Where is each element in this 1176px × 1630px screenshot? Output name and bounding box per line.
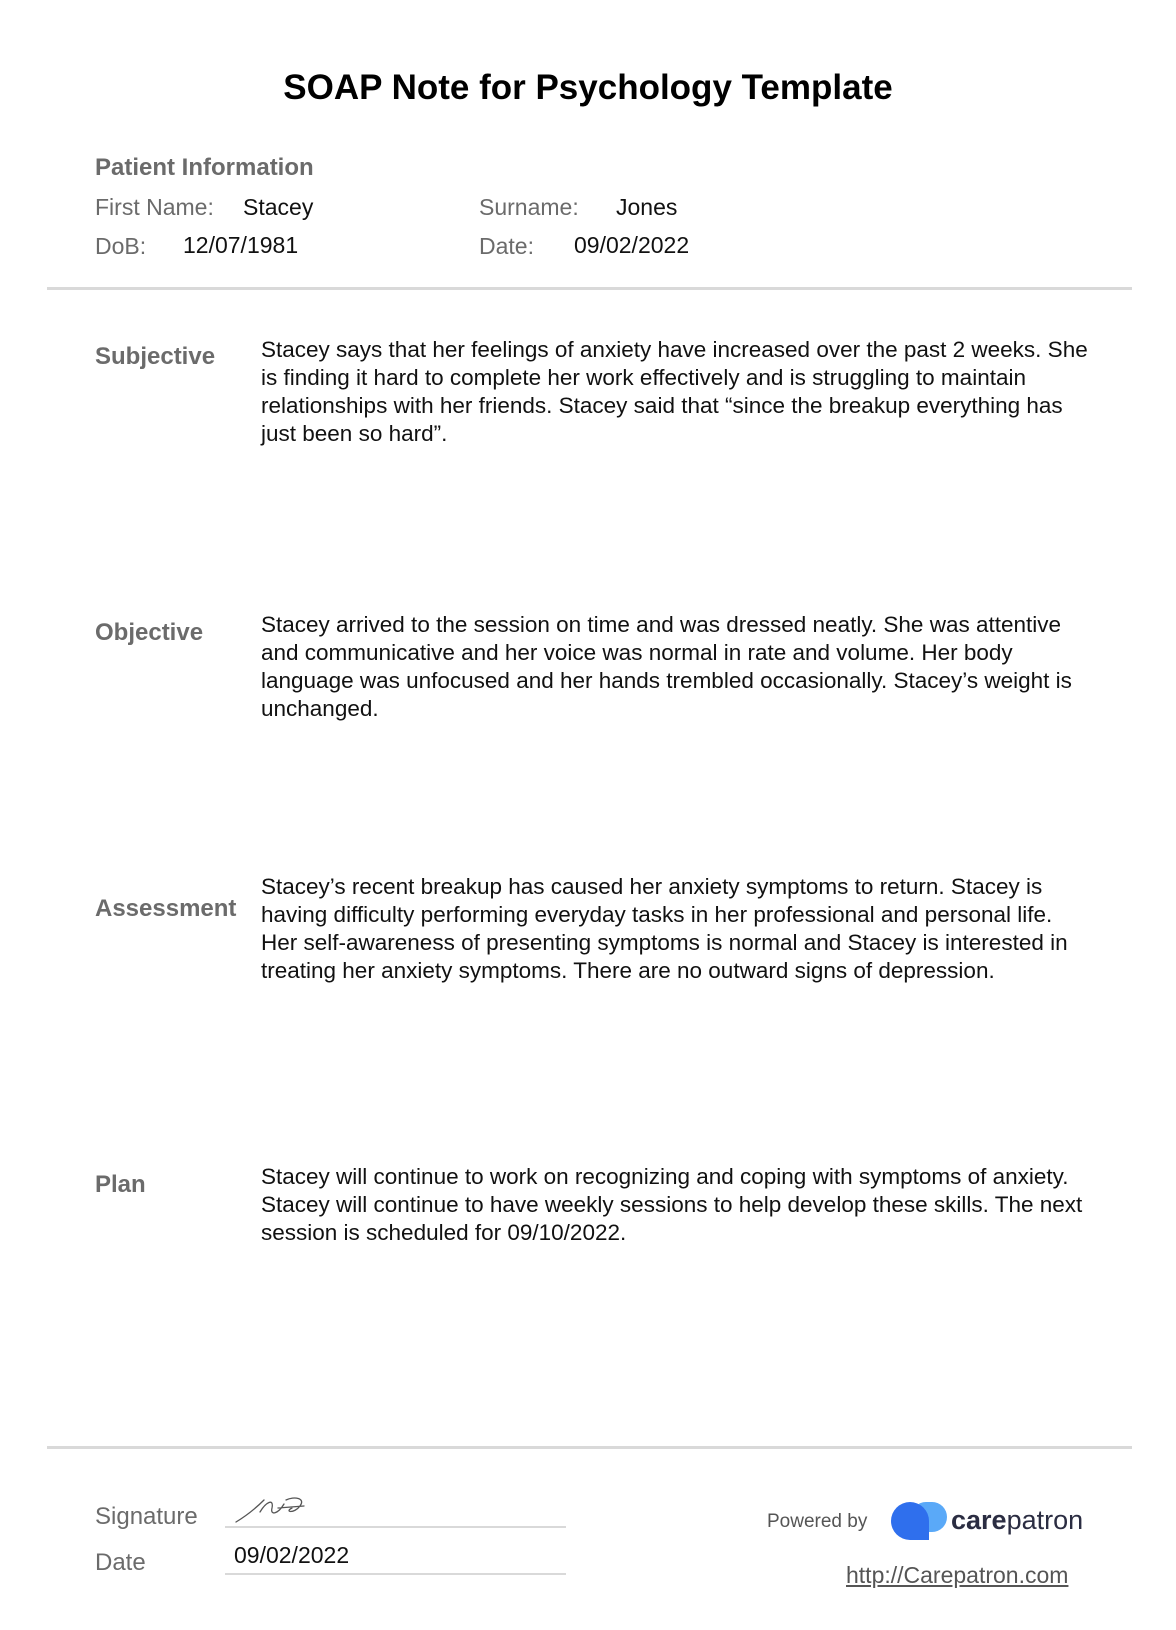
first-name-value: Stacey <box>243 194 314 220</box>
objective-label: Objective <box>95 619 204 646</box>
carepatron-wordmark <box>951 1505 1083 1536</box>
dob-value: 12/07/1981 <box>183 232 299 258</box>
subjective-label: Subjective <box>95 343 216 370</box>
footer-date-label: Date <box>95 1549 146 1576</box>
surname-value: Jones <box>616 194 678 220</box>
patient-information-heading: Patient Information <box>95 154 314 181</box>
brand-regular-text: patron <box>1006 1505 1084 1535</box>
footer-divider <box>47 1446 1132 1449</box>
plan-label: Plan <box>95 1171 146 1198</box>
brand-bold-text: care <box>951 1505 1007 1535</box>
footer-date-value: 09/02/2022 <box>234 1542 350 1568</box>
powered-by-text: Powered by <box>767 1511 868 1532</box>
carepatron-website-link[interactable]: http://Carepatron.com <box>846 1562 1069 1588</box>
signature-scribble <box>234 1492 314 1526</box>
carepatron-logo-icon <box>891 1502 947 1540</box>
date-label: Date: <box>479 233 534 259</box>
assessment-text: Stacey’s recent breakup has caused her anxiety symptoms to return. Stacey is having difficulty performing everyday tasks in her professional and personal life. Her self-awareness of presenting symptoms is normal and Stacey is interested in treating her anxiety symptoms. There are no outward signs of depression. <box>261 874 1068 983</box>
surname-label: Surname: <box>479 194 579 220</box>
assessment-label: Assessment <box>95 895 237 922</box>
header-divider <box>47 287 1132 290</box>
plan-text: Stacey will continue to work on recognizing and coping with symptoms of anxiety. Stacey will continue to have weekly sessions to help develop these skills. The next session is scheduled for 09/10/2022. <box>261 1164 1083 1245</box>
objective-text: Stacey arrived to the session on time and was dressed neatly. She was attentive and communicative and her voice was normal in rate and volume. Her body language was unfocused and her hands trembled occasionally. Stacey’s weight is unchanged. <box>261 612 1072 721</box>
page-title: SOAP Note for Psychology Template <box>283 68 893 107</box>
date-line <box>225 1573 566 1575</box>
subjective-text: Stacey says that her feelings of anxiety have increased over the past 2 weeks. She is finding it hard to complete her work effectively and is struggling to maintain relationships with her friends. Stacey said that “since the breakup everything has just been so hard”. <box>261 337 1088 446</box>
date-value: 09/02/2022 <box>574 232 690 258</box>
dob-label: DoB: <box>95 233 147 259</box>
first-name-label: First Name: <box>95 194 214 220</box>
signature-line <box>225 1526 566 1528</box>
signature-label: Signature <box>95 1503 198 1530</box>
